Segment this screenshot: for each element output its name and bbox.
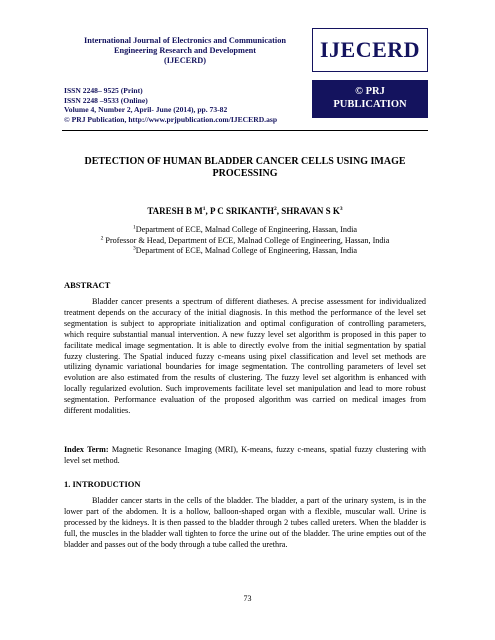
issn-online: ISSN 2248 –9533 (Online)	[64, 95, 148, 105]
affiliation-list	[40, 225, 450, 257]
abstract-heading: ABSTRACT	[64, 280, 111, 290]
introduction-text: Bladder cancer starts in the cells of the bladder. The bladder, a part of the urinary system, is in the lower part of the abdomen. It is a hollow, balloon-shaped organ with a flexible, muscular wall. Urine is processed by the kidneys. It is then passed to the bladder through 2 tubes called ureters. When the bladder is full, the muscles in the bladder wall tighten to force the urine out of the bladder. The urine empties out of the bladder and passes out of the body through a tube called the urethra.	[64, 496, 426, 549]
abstract-text: Bladder cancer presents a spectrum of different diatheses. A precise assessment for individualized treatment depends on the accuracy of the initial diagnosis. In this method the performance of the level set segmentation is subject to appropriate initialization and optimal configuration of controlling parameters, which require substantial manual intervention. A new fuzzy level set algorithm is proposed in this paper to facilitate medical image segmentation. It is able to directly evolve from the initial segmentation by spatial fuzzy clustering. The Spatial induced fuzzy c-means using pixel classification and level set methods are utilizing dynamic variational boundaries for image segmentation. The controlling parameters of level set evolution are also estimated from the results of clustering. The fuzzy level set algorithm is enhanced with locally regularized evolution. Such improvements facilitate level set manipulation and lead to more robust segmentation. Performance evaluation of the proposed algorithm was carried on medical images from different modalities.	[64, 297, 426, 416]
affiliation-sup: 2	[100, 234, 104, 241]
journal-header	[62, 36, 308, 66]
publication-link[interactable]: © PRJ Publication, http://www.prjpublication.com/IJECERD.asp	[64, 114, 278, 124]
journal-logo: IJECERD	[312, 28, 428, 72]
header-divider	[62, 130, 428, 131]
index-terms	[64, 445, 426, 467]
author-sup: 2	[273, 206, 277, 212]
affiliation-text: Professor & Head, Department of ECE, Malnad College of Engineering, Hassan, India	[103, 235, 390, 245]
affiliation-sup: 3	[133, 245, 136, 252]
page-number: 73	[243, 594, 252, 603]
author-list: TARESH B $M^1$, P C SRIKANTH$^2$, SHRAVAN S $K^3$	[147, 206, 343, 216]
author-sup: 1	[202, 206, 206, 212]
author-sup: 3	[339, 206, 343, 212]
affiliation	[40, 236, 450, 247]
volume-info: Volume 4, Number 2, April- June (2014), pp. 73-82	[64, 105, 228, 115]
introduction-heading: 1. INTRODUCTION	[64, 479, 141, 489]
journal-name-line1: International Journal of Electronics and Communication	[84, 36, 286, 45]
journal-name-line2: Engineering Research and Development	[113, 46, 257, 55]
issn-block	[64, 86, 324, 124]
journal-abbrev: (IJECERD)	[164, 56, 206, 65]
author-name: TARESH B M	[147, 206, 203, 216]
index-terms-text: Magnetic Resonance Imaging (MRI), K-means, fuzzy c-means, spatial fuzzy clustering with level set method.	[64, 445, 426, 465]
publisher-badge	[312, 80, 428, 118]
author-name: P C SRIKANTH	[209, 206, 274, 216]
affiliation-sup: 1	[133, 224, 136, 231]
publisher-line2: PUBLICATION	[333, 99, 407, 110]
affiliation-text: Department of ECE, Malnad College of Engineering, Hassan, India	[135, 225, 357, 234]
author-name: SHRAVAN S K	[281, 206, 340, 216]
affiliation	[40, 246, 450, 257]
publisher-line1: © PRJ	[355, 86, 385, 97]
index-terms-label: Index Term:	[64, 445, 109, 454]
paper-title: DETECTION OF HUMAN BLADDER CANCER CELLS USING IMAGE PROCESSING	[84, 156, 406, 179]
affiliation-text: Department of ECE, Malnad College of Engineering, Hassan, India	[135, 246, 357, 256]
issn-print: ISSN 2248– 9525 (Print)	[64, 86, 143, 95]
